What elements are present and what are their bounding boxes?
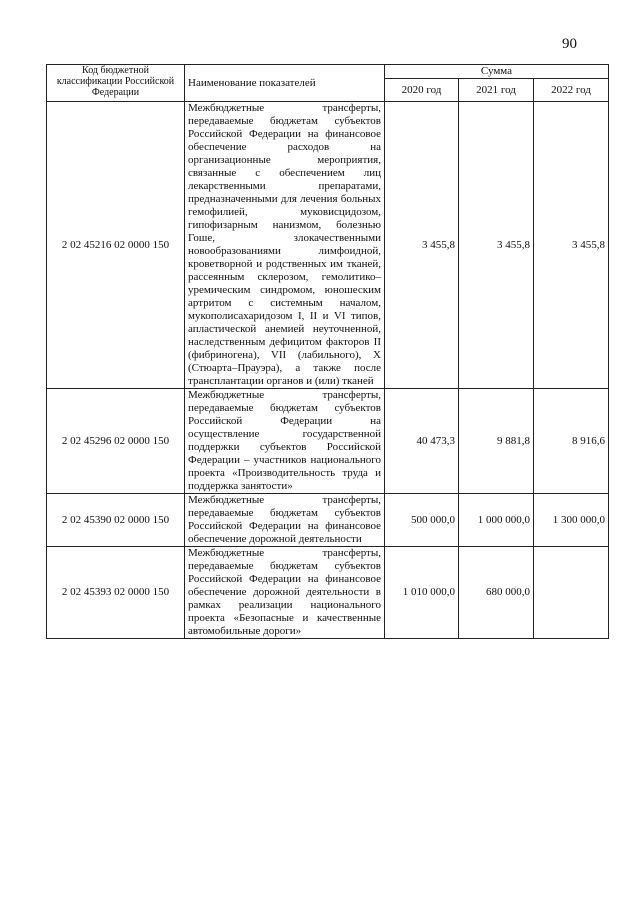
row-value-2021: 9 881,8	[459, 389, 534, 494]
table-row	[47, 494, 609, 547]
header-sum: Сумма	[385, 65, 609, 79]
row-name: Межбюджетные трансферты, передаваемые бюджетам субъектов Российской Федерации на финансовое обеспечение дорожной деятельности	[185, 494, 385, 547]
row-value-2020: 3 455,8	[385, 102, 459, 389]
row-name: Межбюджетные трансферты, передаваемые бюджетам субъектов Российской Федерации на осуществление государственной поддержки субъектов Российской Федерации – участников национального проекта «Производительность труда и поддержка занятости»	[185, 389, 385, 494]
row-value-2020: 1 010 000,0	[385, 547, 459, 639]
header-year-2022: 2022 год	[534, 79, 609, 102]
row-code: 2 02 45390 02 0000 150	[47, 494, 185, 547]
row-value-2021: 1 000 000,0	[459, 494, 534, 547]
table-header-row	[47, 65, 609, 79]
row-code: 2 02 45296 02 0000 150	[47, 389, 185, 494]
table-row	[47, 547, 609, 639]
row-value-2021: 680 000,0	[459, 547, 534, 639]
table-row	[47, 102, 609, 389]
row-value-2020: 500 000,0	[385, 494, 459, 547]
header-year-2021: 2021 год	[459, 79, 534, 102]
row-name: Межбюджетные трансферты, передаваемые бюджетам субъектов Российской Федерации на финансовое обеспечение расходов на организационные мероприятия, связанные с обеспечением лиц лекарственными препаратами, предназначенными для лечения больных гемофилией, муковисцидозом, гипофизарным нанизмом, болезнью Гоше, злокачественными новообразованиями лимфоидной, кроветворной и родственных им тканей, рассеянным склерозом, гемолитико–уремическим синдромом, юношеским артритом с системным началом, мукополисахаридозом I, II и VI типов, апластической анемией неуточненной, наследственным дефицитом факторов II (фибриногена), VII (лабильного), X (Стюарта–Прауэра), а также после трансплантации органов и (или) тканей	[185, 102, 385, 389]
row-code: 2 02 45216 02 0000 150	[47, 102, 185, 389]
row-value-2022: 8 916,6	[534, 389, 609, 494]
row-value-2022	[534, 547, 609, 639]
row-value-2021: 3 455,8	[459, 102, 534, 389]
table-row	[47, 389, 609, 494]
row-value-2020: 40 473,3	[385, 389, 459, 494]
row-value-2022: 1 300 000,0	[534, 494, 609, 547]
row-value-2022: 3 455,8	[534, 102, 609, 389]
row-name: Межбюджетные трансферты, передаваемые бюджетам субъектов Российской Федерации на финансовое обеспечение дорожной деятельности в рамках реализации национального проекта «Безопасные и качественные автомобильные дороги»	[185, 547, 385, 639]
budget-table	[46, 64, 609, 639]
row-code: 2 02 45393 02 0000 150	[47, 547, 185, 639]
header-name: Наименование показателей	[185, 65, 385, 102]
header-year-2020: 2020 год	[385, 79, 459, 102]
header-code: Код бюджетной классификации Российской Федерации	[47, 65, 185, 102]
page-number: 90	[562, 36, 577, 52]
